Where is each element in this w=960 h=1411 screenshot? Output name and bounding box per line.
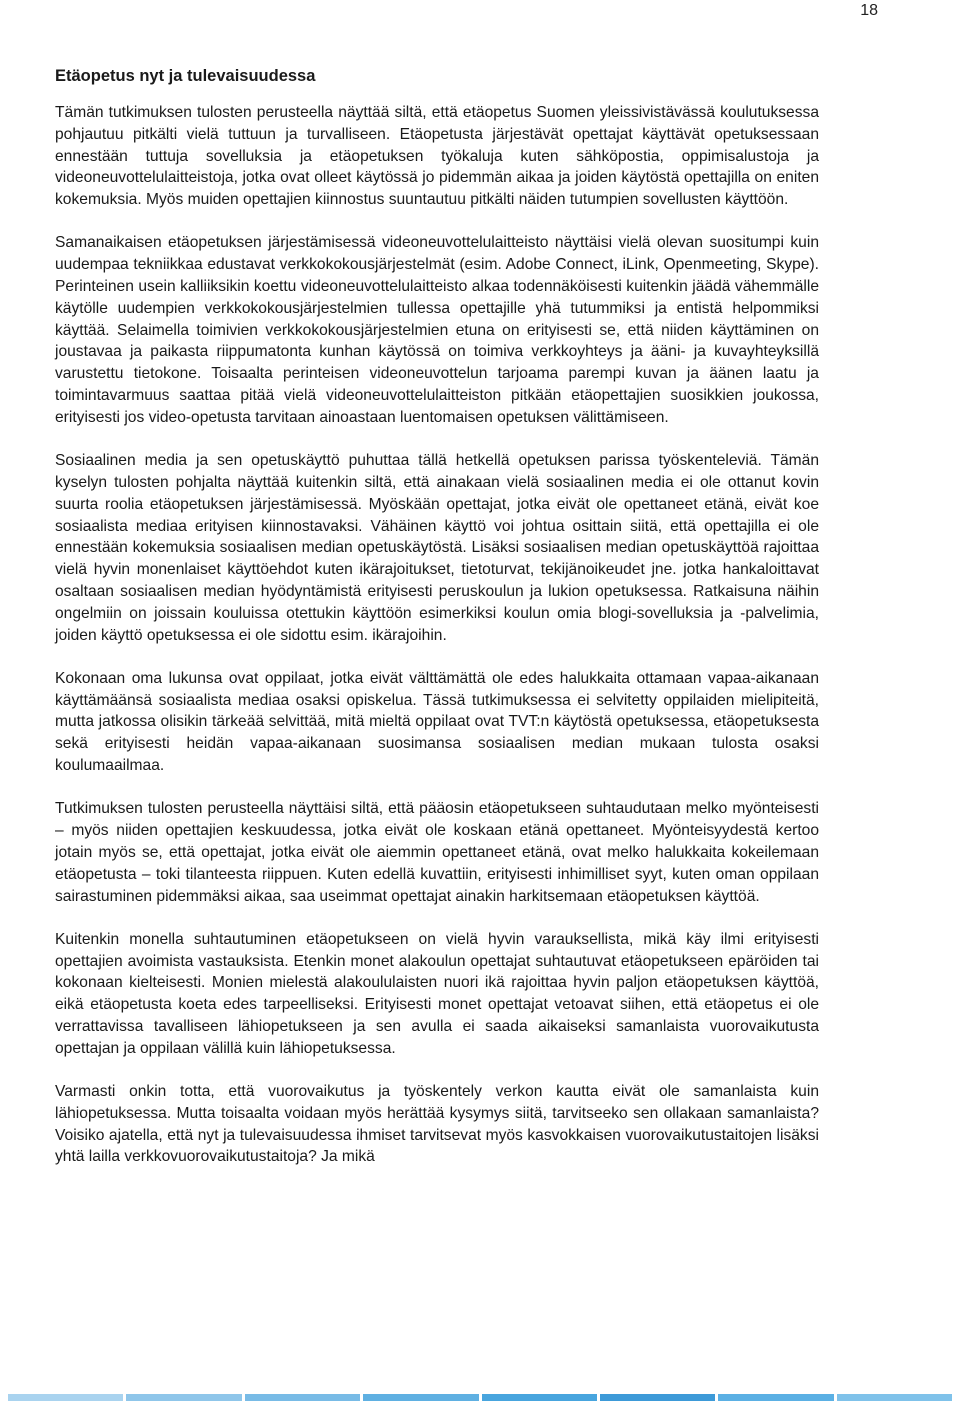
paragraph: Tämän tutkimuksen tulosten perusteella näyttää siltä, että etäopetus Suomen yleissivistävässä koulutuksessa pohjautuu pitkälti vielä tuttuun ja turvalliseen. Etäopetusta järjestävät opettajat käyttävät opetuksessaan ennestään tuttuja sovelluksia ja etäopetuksen työkaluja kuten sähköpostia, oppimisalustoja ja videoneuvottelulaitteistoja, jotka ovat olleet käytössä jo pidemmän aikaa ja joiden käytöstä opettajilla on eniten kokemuksia. Myös muiden opettajien kiinnostus suuntautuu pitkälti näiden tutumpien sovellusten käyttöön. [55,104,819,209]
footer-bar-segment [600,1394,715,1401]
footer-bar-segment [718,1394,833,1401]
footer-bar-segment [8,1394,123,1401]
footer-bar-segment [245,1394,360,1401]
paragraph: Kokonaan oma lukunsa ovat oppilaat, jotka eivät välttämättä ole edes halukkaita ottamaan vapaa-aikanaan käyttämäänsä sosiaalista mediaa osaksi opiskelua. Tässä tutkimuksessa ei selvitetty oppilaiden mielipiteitä, mutta jatkossa olisikin tärkeää selvittää, mitä mieltä oppilaat ovat TVT:n käytöstä opetuksessa, etäopetuksesta sekä erityisesti heidän vapaa-aikanaan suosimansa sosiaalisen median mukaan tulosta osaksi koulumaailmaa. [55,669,819,775]
paragraph: Kuitenkin monella suhtautuminen etäopetukseen on vielä hyvin varauksellista, mikä käy ilmi erityisesti opettajien avoimista vastauksista. Etenkin monet alakoulun opettajat suhtautuvat etäopetukseen epäröiden tai kokonaan kielteisesti. Monien mielestä alakoululaisten nuori ikä rajoittaa hyvin paljon etäopetuksen käyttöä, eikä etäopetusta koeta edes tarpeelliseksi. Erityisesti monet opettajat vetoavat siihen, että etäopetus ei ole verrattavissa tavalliseen lähiopetukseen ja sen avulla ei saada aikaiseksi samanlaista vuorovaikutusta opettajan ja oppilaan välillä kuin lähiopetuksessa. [55,930,819,1057]
page-number: 18 [860,2,878,19]
footer-bar-segment [363,1394,478,1401]
paragraph: Varmasti onkin totta, että vuorovaikutus ja työskentely verkon kautta eivät ole samanlaista kuin lähiopetuksessa. Mutta toisaalta voidaan myös herättää kysymys siitä, tarvitseeko sen ollakaan samanlaista? Voisiko ajatella, että nyt ja tulevaisuudessa ihmiset tarvitsevat myös kasvokkaisen vuorovaikutustaitojen lisäksi yhtä lailla verkkovuorovaikutustaitoja? Ja mikä [55,1083,819,1166]
paragraph: Samanaikaisen etäopetuksen järjestämisessä videoneuvottelulaitteisto näyttäisi vielä olevan suositumpi kuin uudempaa tekniikkaa edustavat verkkokokousjärjestelmät (esim. Adobe Connect, iLink, Openmeeting, Skype). Perinteinen usein kalliiksikin koettu videoneuvottelulaitteisto alkaa todennäköisesti kuitenkin jäädä vähemmälle käytölle uudempien verkkokokousjärjestelmien tullessa opettajille yhä tutummiksi ja entistä helpommiksi käyttää. Selaimella toimivien verkkokokousjärjestelmien etuna on erityisesti se, että niiden käyttäminen on joustavaa ja paikasta riippumatonta kunhan käytössä on toimiva verkkoyhteys ja ääni- ja kuvayhteyksillä varustettu tietokone. Toisaalta perinteisen videoneuvottelun tarjoama parempi kuvan ja äänen laatu ja toimintavarmuus saattaa pitää vielä videoneuvottelulaitteiston pitkään etäopettajien suosikkien joukossa, erityisesti jos video-opetusta tarvitaan ainoastaan luentomaisen opetuksen välittämiseen. [55,234,819,426]
footer-bar-segment [482,1394,597,1401]
footer-bar-segment [126,1394,241,1401]
section-heading: Etäopetus nyt ja tulevaisuudessa [55,67,316,85]
footer-bar-segment [837,1394,952,1401]
paragraph: Tutkimuksen tulosten perusteella näyttäisi siltä, että pääosin etäopetukseen suhtaudutaan melko myönteisesti – myös niiden opettajien keskuudessa, jotka eivät ole koskaan etänä opettaneet. Myönteisyydestä kertoo jotain myös se, että opettajat, jotka eivät ole aiemmin opettaneet etänä, ovat melko halukkaita kokeilemaan etäopetusta – toki tilanteesta riippuen. Kuten edellä kuvattiin, erityisesti inhimilliset syyt, kuten oman oppilaan sairastuminen pidemmäksi aikaa, saa useimmat opettajat ainakin harkitsemaan etäopetuksen käyttöä. [55,800,819,905]
footer-decorative-bar [8,1394,952,1401]
paragraph: Sosiaalinen media ja sen opetuskäyttö puhuttaa tällä hetkellä opetuksen parissa työskenteleviä. Tämän kyselyn tulosten pohjalta näyttää kuitenkin siltä, että ainakaan vielä sosiaalinen media ei ole ottanut kovin suurta roolia etäopetuksen järjestämisessä. Myöskään opettajat, jotka eivät ole opettaneet etänä, eivät koe sosiaalista mediaa erityisen kiinnostavaksi. Vähäinen käyttö voi johtua osittain siitä, että opettajilla ei ole ennestään kokemuksia sosiaalisen median opetuskäytöstä. Lisäksi sosiaalisen median opetuskäyttöä rajoittaa vielä hyvin monenlaiset käyttöehdot kuten ikärajoitukset, tietoturvat, tekijänoikeudet jne. jotka hankaloittavat osaltaan sosiaalisen median hyödyntämistä erityisesti peruskoulun ja lukion opetuksessa. Ratkaisuna näihin ongelmiin on joissain kouluissa otettukin käyttöön esimerkiksi koulun omia blogi-sovelluksia ja -palvelimia, joiden käyttö opetuksessa ei ole sidottu esim. ikärajoihin. [55,452,819,644]
document-body [55,64,819,1190]
